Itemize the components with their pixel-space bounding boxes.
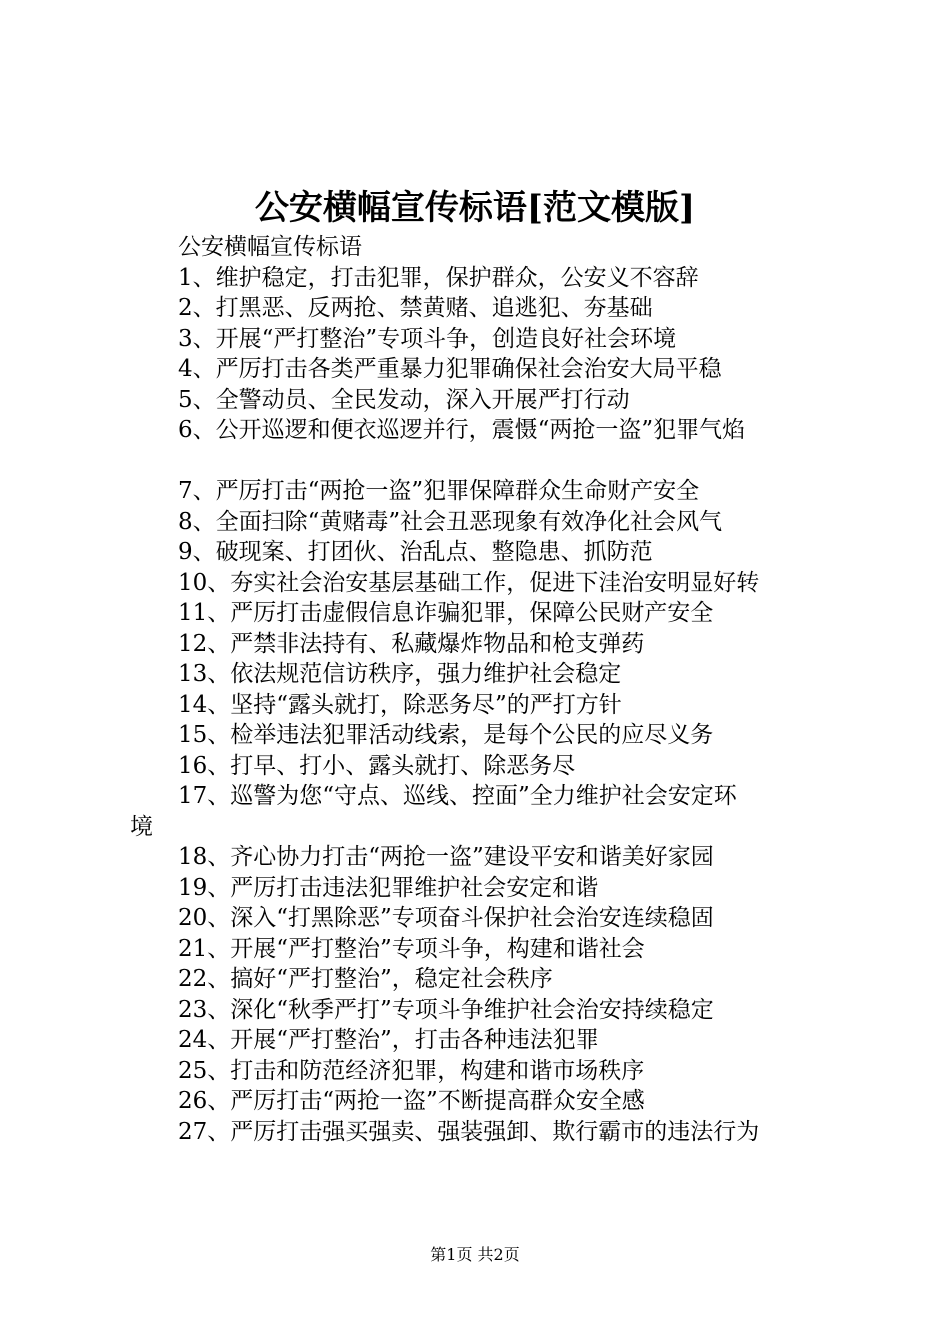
list-item-first-line: 17、巡警为您“守点、巡线、控面”全力维护社会安定环 (178, 783, 737, 809)
list-item: 16、打早、打小、露头就打、除恶务尽 (178, 752, 576, 779)
list-item: 15、检举违法犯罪活动线索，是每个公民的应尽义务 (178, 722, 714, 748)
list-item: 3、开展“严打整治”专项斗争，创造良好社会环境 (178, 325, 677, 352)
page-number: 第1页 共2页 (430, 1245, 520, 1264)
list-item: 20、深入“打黑除恶”专项奋斗保护社会治安连续稳固 (178, 905, 714, 931)
list-item: 24、开展“严打整治”，打击各种违法犯罪 (178, 1027, 599, 1053)
list-item: 25、打击和防范经济犯罪，构建和谐市场秩序 (178, 1057, 645, 1084)
list-item: 9、破现案、打团伙、治乱点、整隐患、抓防范 (178, 539, 653, 565)
list-item: 21、开展“严打整治”专项斗争，构建和谐社会 (178, 935, 645, 962)
list-item: 22、搞好“严打整治”，稳定社会秩序 (178, 966, 553, 992)
list-item-continuation: 境 (130, 813, 153, 840)
list-item: 23、深化“秋季严打”专项斗争维护社会治安持续稳定 (178, 996, 714, 1023)
list-item: 12、严禁非法持有、私藏爆炸物品和枪支弹药 (178, 630, 645, 657)
list-item: 14、坚持“露头就打，除恶务尽”的严打方针 (178, 691, 622, 718)
list-item: 8、全面扫除“黄赌毒”社会丑恶现象有效净化社会风气 (178, 508, 723, 535)
list-item: 10、夯实社会治安基层基础工作，促进下洼治安明显好转 (178, 569, 760, 596)
list-item: 1、维护稳定，打击犯罪，保护群众，公安义不容辞 (178, 264, 699, 291)
list-item: 5、全警动员、全民发动，深入开展严打行动 (178, 386, 630, 413)
slogan-list (130, 232, 830, 1147)
list-item: 2、打黑恶、反两抢、禁黄赌、追逃犯、夯基础 (178, 295, 653, 321)
list-item: 13、依法规范信访秩序，强力维护社会稳定 (178, 661, 622, 687)
list-item-wrapped (130, 781, 830, 842)
list-item: 6、公开巡逻和便衣巡逻并行，震慑“两抢一盗”犯罪气焰 (178, 417, 746, 443)
document-title: 公安横幅宣传标语[范文模版] (254, 188, 696, 228)
list-item: 19、严厉打击违法犯罪维护社会安定和谐 (178, 874, 599, 901)
list-item: 18、齐心协力打击“两抢一盗”建设平安和谐美好家园 (178, 844, 714, 870)
section-heading: 公安横幅宣传标语 (178, 234, 362, 260)
list-item: 27、严厉打击强买强卖、强装强卸、欺行霸市的违法行为 (178, 1118, 760, 1145)
blank-line (130, 446, 830, 477)
list-item: 26、严厉打击“两抢一盗”不断提高群众安全感 (178, 1088, 645, 1114)
list-item: 11、严厉打击虚假信息诈骗犯罪，保障公民财产安全 (178, 600, 714, 626)
list-item: 7、严厉打击“两抢一盗”犯罪保障群众生命财产安全 (178, 478, 700, 504)
list-item: 4、严厉打击各类严重暴力犯罪确保社会治安大局平稳 (178, 356, 722, 382)
